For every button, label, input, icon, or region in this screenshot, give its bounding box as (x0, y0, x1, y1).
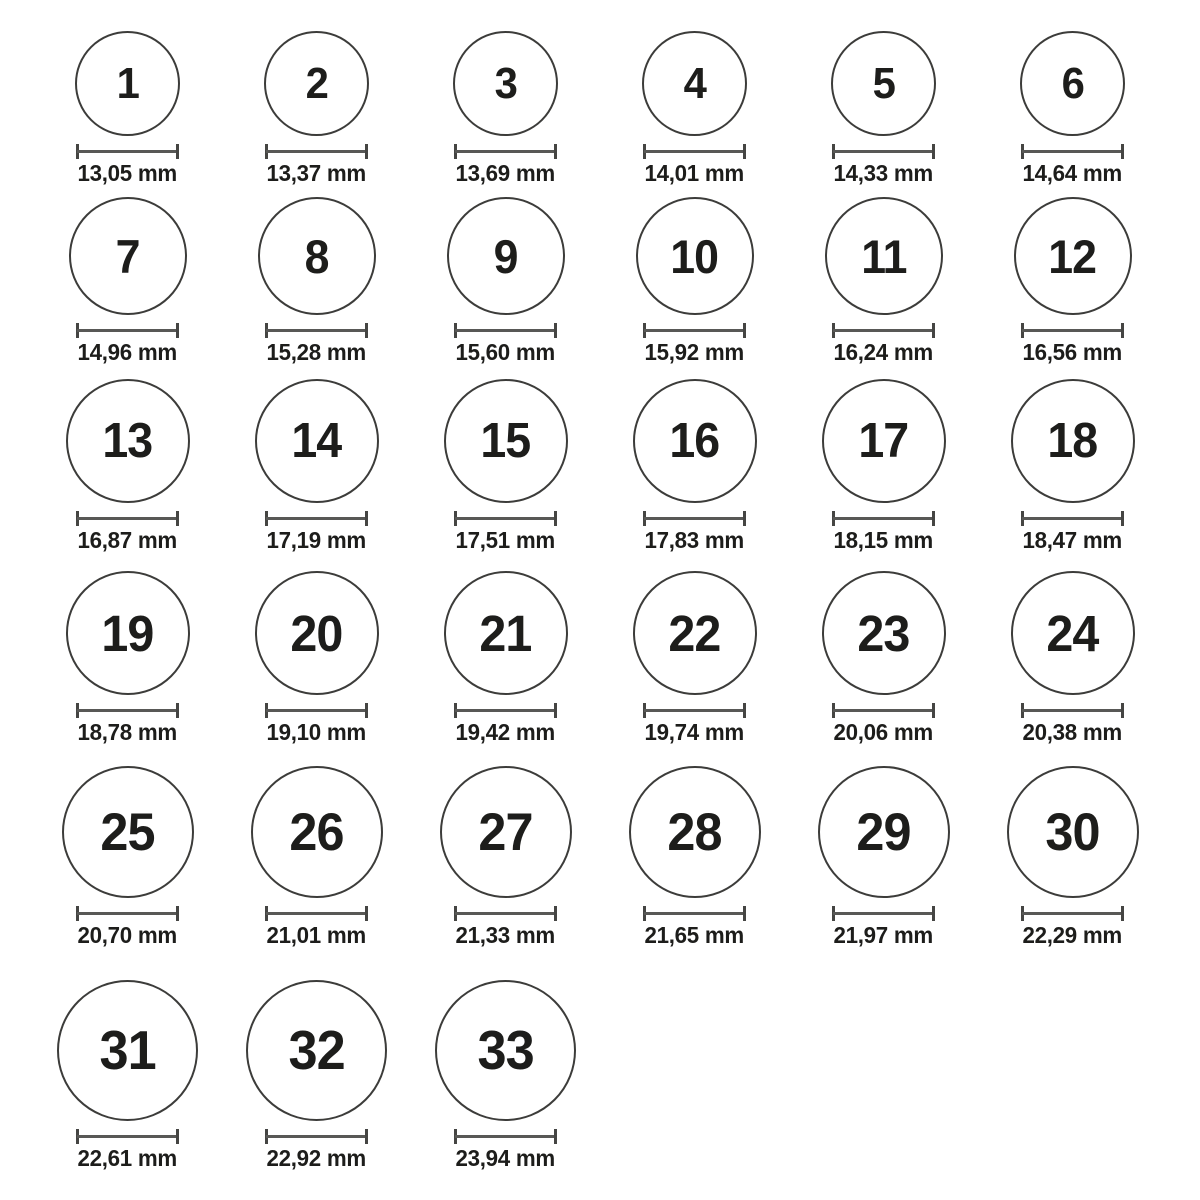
ring-circle (633, 379, 757, 503)
diameter-label: 22,29 mm (1022, 922, 1123, 948)
measure-tick-right (176, 144, 179, 159)
measure-tick-right (176, 511, 179, 526)
diameter-label: 21,33 mm (455, 922, 556, 948)
ring-size-cell (222, 560, 411, 752)
diameter-measure-line (1021, 906, 1124, 921)
ring-size-cell (600, 752, 789, 955)
diameter-label: 19,42 mm (455, 719, 556, 745)
diameter-label: 22,92 mm (266, 1145, 367, 1171)
diameter-label: 20,70 mm (77, 922, 178, 948)
diameter-measure-line (643, 906, 746, 921)
ring-circle (1020, 31, 1125, 136)
diameter-measure-line (832, 906, 935, 921)
measure-bar (455, 517, 556, 520)
ring-size-number: 21 (479, 604, 532, 662)
diameter-measure-line (265, 323, 368, 338)
measure-tick-right (554, 323, 557, 338)
ring-size-cell (33, 0, 222, 193)
ring-size-cell (600, 372, 789, 560)
measure-tick-right (743, 144, 746, 159)
measure-bar (266, 1135, 367, 1138)
ring-size-number: 25 (100, 802, 155, 862)
diameter-measure-line (643, 144, 746, 159)
diameter-measure-line (1021, 144, 1124, 159)
ring-size-number: 11 (860, 229, 907, 283)
ring-size-cell (978, 372, 1167, 560)
ring-circle (75, 31, 180, 136)
diameter-measure-line (643, 323, 746, 338)
measure-tick-right (932, 511, 935, 526)
measure-tick-right (1121, 144, 1124, 159)
measure-tick-right (743, 703, 746, 718)
diameter-label: 22,61 mm (77, 1145, 178, 1171)
ring-size-number: 31 (99, 1019, 156, 1081)
ring-size-cell (411, 372, 600, 560)
ring-size-number: 28 (667, 802, 722, 862)
diameter-measure-line (454, 144, 557, 159)
diameter-measure-line (76, 906, 179, 921)
ring-size-cell (600, 560, 789, 752)
measure-tick-right (1121, 703, 1124, 718)
ring-size-cell (222, 193, 411, 372)
measure-bar (266, 150, 367, 153)
diameter-measure-line (1021, 703, 1124, 718)
diameter-label: 14,33 mm (833, 160, 934, 186)
diameter-measure-line (454, 323, 557, 338)
chart-row (33, 372, 1167, 560)
measure-tick-right (743, 906, 746, 921)
ring-size-cell (789, 752, 978, 955)
measure-bar (77, 150, 178, 153)
measure-tick-right (365, 511, 368, 526)
ring-circle (1007, 766, 1139, 898)
measure-tick-right (176, 906, 179, 921)
measure-tick-right (365, 703, 368, 718)
ring-size-number: 14 (291, 413, 342, 468)
measure-tick-right (365, 906, 368, 921)
measure-tick-right (554, 906, 557, 921)
diameter-measure-line (76, 323, 179, 338)
diameter-label: 18,47 mm (1022, 527, 1123, 553)
diameter-label: 14,96 mm (77, 339, 178, 365)
ring-size-number: 8 (304, 229, 329, 283)
measure-tick-right (176, 1129, 179, 1144)
ring-circle (66, 379, 190, 503)
ring-circle (69, 197, 187, 315)
ring-size-cell (411, 752, 600, 955)
diameter-label: 15,60 mm (455, 339, 556, 365)
measure-bar (644, 150, 745, 153)
diameter-measure-line (265, 906, 368, 921)
measure-bar (1022, 912, 1123, 915)
diameter-label: 21,65 mm (644, 922, 745, 948)
ring-size-number: 2 (305, 58, 328, 108)
ring-size-number: 4 (683, 58, 706, 108)
chart-row (33, 0, 1167, 193)
diameter-label: 16,87 mm (77, 527, 178, 553)
measure-bar (266, 517, 367, 520)
ring-circle (440, 766, 572, 898)
ring-circle (66, 571, 190, 695)
ring-circle (1011, 571, 1135, 695)
measure-bar (1022, 150, 1123, 153)
diameter-label: 21,97 mm (833, 922, 934, 948)
measure-tick-right (932, 703, 935, 718)
diameter-label: 15,28 mm (266, 339, 367, 365)
measure-bar (644, 329, 745, 332)
ring-size-cell (411, 193, 600, 372)
measure-tick-right (1121, 323, 1124, 338)
measure-tick-right (1121, 511, 1124, 526)
diameter-measure-line (1021, 511, 1124, 526)
ring-size-number: 30 (1045, 802, 1100, 862)
ring-size-cell (600, 193, 789, 372)
ring-circle (636, 197, 754, 315)
ring-size-number: 13 (102, 413, 153, 468)
diameter-measure-line (76, 144, 179, 159)
ring-size-cell (33, 752, 222, 955)
diameter-measure-line (76, 703, 179, 718)
measure-bar (455, 329, 556, 332)
diameter-measure-line (265, 511, 368, 526)
ring-circle (264, 31, 369, 136)
diameter-label: 20,38 mm (1022, 719, 1123, 745)
ring-size-number: 22 (668, 604, 721, 662)
diameter-label: 17,83 mm (644, 527, 745, 553)
measure-tick-right (176, 323, 179, 338)
ring-size-cell (33, 955, 222, 1200)
measure-bar (1022, 329, 1123, 332)
measure-tick-right (365, 323, 368, 338)
diameter-label: 16,24 mm (833, 339, 934, 365)
ring-circle (642, 31, 747, 136)
diameter-measure-line (265, 703, 368, 718)
ring-size-cell (222, 955, 411, 1200)
ring-circle (822, 379, 946, 503)
ring-size-number: 19 (101, 604, 154, 662)
diameter-label: 23,94 mm (455, 1145, 556, 1171)
ring-size-number: 6 (1061, 58, 1084, 108)
measure-tick-right (176, 703, 179, 718)
measure-bar (77, 1135, 178, 1138)
ring-size-cell (33, 193, 222, 372)
diameter-label: 21,01 mm (266, 922, 367, 948)
ring-size-cell (33, 560, 222, 752)
measure-bar (77, 517, 178, 520)
measure-bar (455, 150, 556, 153)
measure-bar (266, 329, 367, 332)
diameter-measure-line (76, 511, 179, 526)
ring-circle (57, 980, 198, 1121)
diameter-measure-line (454, 1129, 557, 1144)
measure-bar (833, 150, 934, 153)
diameter-label: 19,74 mm (644, 719, 745, 745)
ring-size-number: 29 (856, 802, 911, 862)
diameter-label: 15,92 mm (644, 339, 745, 365)
measure-bar (833, 912, 934, 915)
ring-circle (1014, 197, 1132, 315)
diameter-measure-line (454, 906, 557, 921)
diameter-measure-line (832, 144, 935, 159)
ring-size-cell (33, 372, 222, 560)
ring-size-number: 24 (1046, 604, 1099, 662)
diameter-label: 14,01 mm (644, 160, 745, 186)
measure-bar (77, 329, 178, 332)
measure-tick-right (932, 323, 935, 338)
ring-circle (818, 766, 950, 898)
measure-tick-right (554, 703, 557, 718)
diameter-measure-line (643, 511, 746, 526)
ring-size-number: 5 (872, 58, 895, 108)
measure-tick-right (554, 511, 557, 526)
ring-circle (435, 980, 576, 1121)
measure-bar (644, 912, 745, 915)
diameter-measure-line (265, 1129, 368, 1144)
diameter-label: 13,05 mm (77, 160, 178, 186)
ring-circle (258, 197, 376, 315)
diameter-measure-line (1021, 323, 1124, 338)
measure-tick-right (554, 1129, 557, 1144)
measure-tick-right (365, 1129, 368, 1144)
measure-bar (455, 709, 556, 712)
diameter-measure-line (643, 703, 746, 718)
ring-size-cell (411, 0, 600, 193)
diameter-measure-line (454, 511, 557, 526)
diameter-label: 14,64 mm (1022, 160, 1123, 186)
measure-bar (266, 709, 367, 712)
ring-circle (255, 571, 379, 695)
ring-size-number: 17 (858, 413, 909, 468)
ring-size-number: 18 (1047, 413, 1098, 468)
chart-row (33, 193, 1167, 372)
diameter-label: 19,10 mm (266, 719, 367, 745)
measure-bar (833, 329, 934, 332)
ring-size-cell (222, 372, 411, 560)
ring-size-cell (222, 752, 411, 955)
diameter-label: 18,15 mm (833, 527, 934, 553)
ring-size-number: 1 (116, 58, 139, 108)
ring-size-number: 27 (478, 802, 533, 862)
diameter-measure-line (832, 511, 935, 526)
ring-size-cell (411, 955, 600, 1200)
measure-tick-right (743, 511, 746, 526)
ring-size-number: 16 (669, 413, 720, 468)
ring-size-number: 33 (477, 1019, 534, 1081)
measure-bar (644, 517, 745, 520)
ring-size-number: 9 (493, 229, 518, 283)
ring-circle (444, 571, 568, 695)
ring-size-number: 10 (670, 229, 719, 283)
measure-tick-right (554, 144, 557, 159)
ring-size-cell (411, 560, 600, 752)
diameter-label: 13,37 mm (266, 160, 367, 186)
ring-size-number: 26 (289, 802, 344, 862)
ring-size-number: 12 (1048, 229, 1097, 283)
ring-circle (453, 31, 558, 136)
diameter-label: 13,69 mm (455, 160, 556, 186)
diameter-measure-line (454, 703, 557, 718)
ring-size-cell (789, 193, 978, 372)
chart-row (33, 560, 1167, 752)
diameter-measure-line (265, 144, 368, 159)
ring-size-number: 3 (494, 58, 517, 108)
measure-tick-right (932, 144, 935, 159)
measure-bar (77, 709, 178, 712)
diameter-label: 16,56 mm (1022, 339, 1123, 365)
ring-circle (831, 31, 936, 136)
diameter-measure-line (832, 703, 935, 718)
diameter-measure-line (76, 1129, 179, 1144)
measure-tick-right (1121, 906, 1124, 921)
chart-row (33, 752, 1167, 955)
ring-circle (1011, 379, 1135, 503)
diameter-measure-line (832, 323, 935, 338)
ring-size-cell (789, 372, 978, 560)
diameter-label: 17,19 mm (266, 527, 367, 553)
ring-size-cell (978, 752, 1167, 955)
chart-row (33, 955, 1167, 1200)
diameter-label: 17,51 mm (455, 527, 556, 553)
ring-circle (255, 379, 379, 503)
measure-bar (455, 912, 556, 915)
measure-bar (833, 517, 934, 520)
ring-size-cell (789, 560, 978, 752)
ring-size-cell (222, 0, 411, 193)
ring-size-number: 20 (290, 604, 343, 662)
ring-size-number: 7 (115, 229, 140, 283)
measure-bar (1022, 709, 1123, 712)
ring-circle (444, 379, 568, 503)
measure-bar (1022, 517, 1123, 520)
measure-tick-right (365, 144, 368, 159)
diameter-label: 20,06 mm (833, 719, 934, 745)
measure-tick-right (932, 906, 935, 921)
ring-circle (629, 766, 761, 898)
measure-bar (833, 709, 934, 712)
ring-circle (62, 766, 194, 898)
diameter-label: 18,78 mm (77, 719, 178, 745)
ring-circle (822, 571, 946, 695)
ring-size-cell (789, 0, 978, 193)
measure-bar (77, 912, 178, 915)
measure-bar (455, 1135, 556, 1138)
ring-size-cell (978, 0, 1167, 193)
ring-size-cell (978, 193, 1167, 372)
ring-size-number: 32 (288, 1019, 345, 1081)
ring-size-cell (600, 0, 789, 193)
measure-tick-right (743, 323, 746, 338)
ring-circle (633, 571, 757, 695)
ring-size-number: 15 (480, 413, 531, 468)
ring-circle (447, 197, 565, 315)
measure-bar (644, 709, 745, 712)
ring-circle (251, 766, 383, 898)
measure-bar (266, 912, 367, 915)
ring-circle (246, 980, 387, 1121)
ring-size-cell (978, 560, 1167, 752)
ring-circle (825, 197, 943, 315)
ring-size-number: 23 (857, 604, 910, 662)
